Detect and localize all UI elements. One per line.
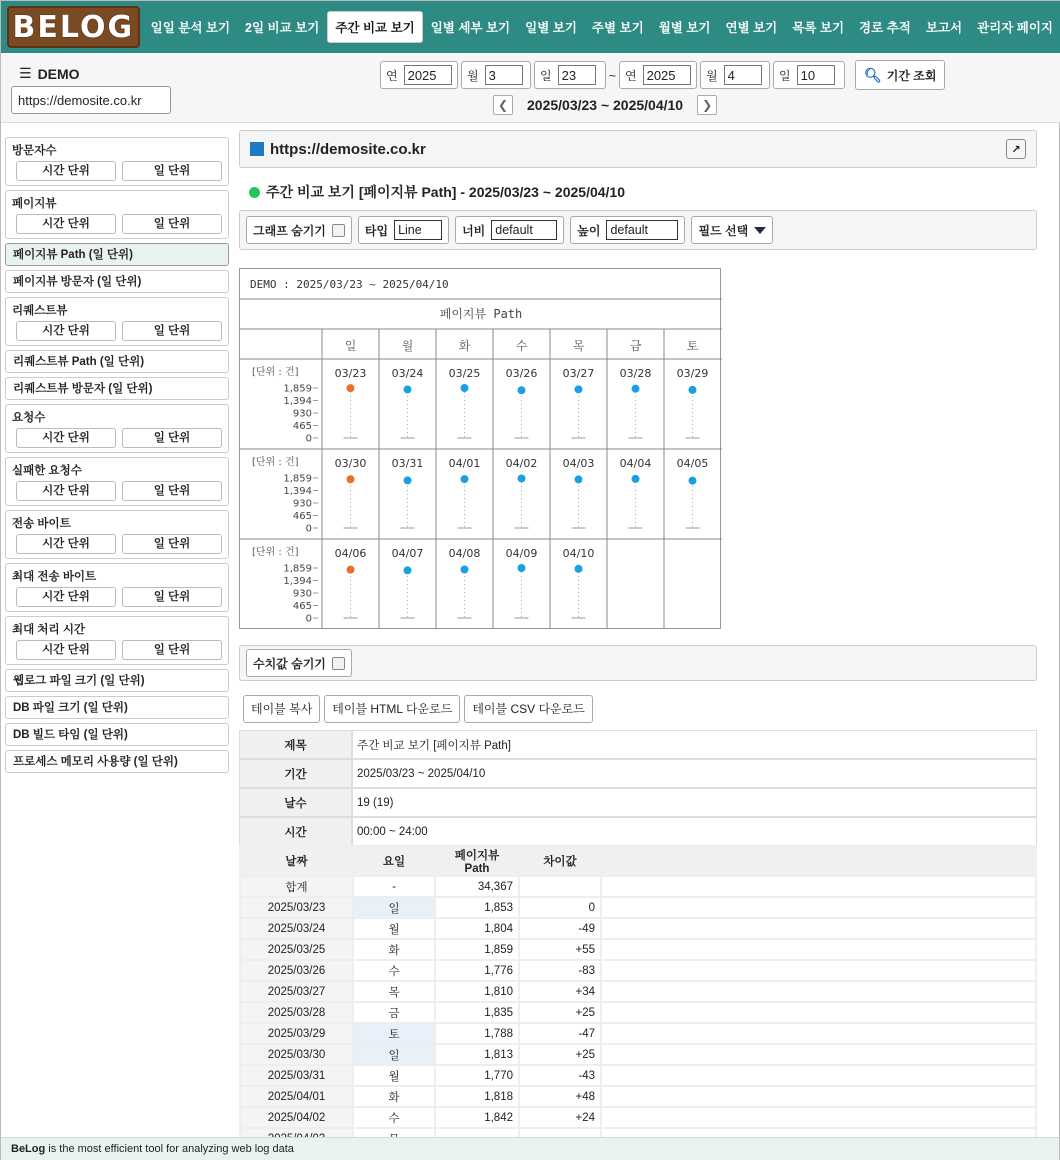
info-label: 시간 [239, 817, 352, 846]
empty-cell [601, 981, 1036, 1002]
external-link-icon[interactable]: ↗ [1006, 139, 1026, 159]
sidebar-group [5, 457, 229, 506]
info-label: 제목 [239, 730, 352, 759]
unit-label: [단위 : 건] [252, 547, 299, 558]
data-point[interactable] [518, 564, 526, 572]
data-point[interactable] [518, 474, 526, 482]
date-label: 04/04 [619, 457, 652, 470]
sidebar-item[interactable]: DB 빌드 타임 (일 단위) [5, 723, 229, 746]
nav-tab[interactable]: 일일 분석 보기 [150, 21, 231, 35]
value-cell: 1,859 [435, 939, 519, 960]
data-point[interactable] [404, 385, 412, 393]
y-tick-label: 930 [292, 588, 312, 600]
table-row [240, 939, 1036, 960]
diff-cell [519, 876, 601, 897]
date-label: 03/23 [334, 367, 367, 380]
date-label: 03/29 [676, 367, 709, 380]
date-label: 04/06 [334, 547, 367, 560]
date-label: 04/05 [676, 457, 709, 470]
day-unit-button[interactable]: 일 단위 [122, 534, 222, 554]
sidebar-group-title: 실패한 요청수 [12, 465, 82, 477]
graph-toolbar [239, 210, 1037, 250]
day-unit-button[interactable]: 일 단위 [122, 161, 222, 181]
y-tick-label: 465 [292, 511, 312, 522]
search-icon: 🔍︎ [864, 66, 882, 83]
chart-svg [240, 269, 722, 630]
value-cell: 1,788 [435, 1023, 519, 1044]
data-point[interactable] [689, 477, 697, 485]
table-row [240, 876, 1036, 897]
sidebar-item[interactable]: 프로세스 메모리 사용량 (일 단위) [5, 750, 229, 773]
weekday-cell: 수 [353, 960, 435, 981]
unit-buttons [12, 640, 222, 660]
nav-tab[interactable]: 주별 보기 [591, 21, 644, 35]
weekday-cell: 화 [353, 939, 435, 960]
page-title: 주간 비교 보기 [페이지뷰 Path] - 2025/03/23 ~ 2025/04/10 [249, 182, 1037, 202]
weekday-cell: 토 [353, 1023, 435, 1044]
weekday-label: 월 [401, 339, 414, 353]
diff-cell: 0 [519, 897, 601, 918]
info-table [239, 730, 1037, 846]
y-tick-label: 1,394 [283, 576, 312, 587]
nav-tab[interactable]: 월별 보기 [658, 21, 711, 35]
date-label: 03/26 [505, 367, 538, 380]
date-label: 03/27 [562, 367, 595, 380]
date-cell: 2025/03/29 [240, 1023, 353, 1044]
y-tick-label: 465 [292, 601, 312, 612]
values-toolbar [239, 645, 1037, 681]
value-cell: 1,810 [435, 981, 519, 1002]
diff-cell: +25 [519, 1044, 601, 1065]
sidebar-group-title: 페이지뷰 [12, 198, 57, 210]
time-unit-button[interactable]: 시간 단위 [16, 161, 116, 181]
data-point[interactable] [404, 476, 412, 484]
weekday-label: 수 [515, 339, 528, 353]
empty-cell [601, 1086, 1036, 1107]
site-name: DEMO [37, 65, 80, 82]
header-bar [1, 53, 1060, 123]
date-cell: 2025/03/30 [240, 1044, 353, 1065]
day-unit-button[interactable]: 일 단위 [122, 428, 222, 448]
from-year-field[interactable]: 연 2025 [380, 61, 458, 89]
sidebar-group-title: 요청수 [12, 412, 46, 424]
nav-tab[interactable]: 보고서 [925, 21, 963, 35]
date-cell: 2025/03/27 [240, 981, 353, 1002]
info-label: 날수 [239, 788, 352, 817]
chart-title: 페이지뷰 Path [439, 307, 523, 321]
main-content [239, 130, 1037, 1125]
from-day-field[interactable]: 일 23 [534, 61, 606, 89]
sidebar-group-title: 방문자수 [12, 145, 57, 157]
download-button[interactable]: 테이블 복사 [243, 695, 320, 723]
empty-cell [601, 918, 1036, 939]
site-url-field[interactable]: https://demosite.co.kr [11, 86, 171, 114]
sidebar-group [5, 510, 229, 559]
weekday-cell: 화 [353, 1086, 435, 1107]
empty-cell [601, 1107, 1036, 1128]
field-select-button[interactable]: 필드 선택 [691, 216, 773, 244]
sidebar-group [5, 563, 229, 612]
height-field[interactable]: 높이 default [570, 216, 685, 244]
weekday-label: 화 [458, 339, 471, 353]
value-cell: 1,813 [435, 1044, 519, 1065]
table-row [240, 897, 1036, 918]
site-square-icon [250, 142, 264, 156]
data-point[interactable] [461, 475, 469, 483]
info-value: 주간 비교 보기 [페이지뷰 Path] [352, 730, 1037, 759]
date-cell: 2025/04/02 [240, 1107, 353, 1128]
hide-graph-checkbox[interactable] [332, 224, 345, 237]
to-year-field[interactable]: 연 2025 [619, 61, 697, 89]
sidebar-group-title: 최대 전송 바이트 [12, 571, 97, 583]
diff-cell: +48 [519, 1086, 601, 1107]
range-nav [493, 95, 717, 115]
top-bar [1, 1, 1060, 53]
time-unit-button[interactable]: 시간 단위 [16, 640, 116, 660]
nav-tab[interactable]: 관리자 페이지 [977, 21, 1053, 35]
width-field[interactable]: 너비 default [455, 216, 564, 244]
day-unit-button[interactable]: 일 단위 [122, 321, 222, 341]
diff-cell: +24 [519, 1107, 601, 1128]
date-label: 03/28 [619, 367, 652, 380]
y-tick-label: 0 [305, 523, 312, 535]
day-unit-button[interactable]: 일 단위 [122, 481, 222, 501]
y-tick-label: 1,859 [283, 473, 312, 485]
empty-cell [601, 1065, 1036, 1086]
data-point[interactable] [632, 475, 640, 483]
nav-tab[interactable]: 목록 보기 [792, 21, 845, 35]
empty-cell [601, 1023, 1036, 1044]
sidebar-group [5, 297, 229, 346]
time-unit-button[interactable]: 시간 단위 [16, 321, 116, 341]
next-range-button[interactable]: ❯ [697, 95, 717, 115]
info-value: 2025/03/23 ~ 2025/04/10 [352, 759, 1037, 788]
weekday-cell: 일 [353, 897, 435, 918]
empty-cell [601, 897, 1036, 918]
weekly-chart [239, 268, 721, 629]
weekday-cell: 금 [353, 1002, 435, 1023]
sidebar-group [5, 137, 229, 186]
info-value: 19 (19) [352, 788, 1037, 817]
time-unit-button[interactable]: 시간 단위 [16, 428, 116, 448]
day-unit-button[interactable]: 일 단위 [122, 214, 222, 234]
y-tick-label: 930 [292, 408, 312, 420]
unit-label: [단위 : 건] [252, 457, 299, 468]
nav-tab[interactable]: 2일 비교 보기 [245, 21, 320, 35]
sidebar-group-title: 최대 처리 시간 [12, 624, 86, 636]
menu-toggle[interactable] [19, 65, 80, 82]
day-unit-button[interactable]: 일 단위 [122, 587, 222, 607]
unit-buttons [12, 534, 222, 554]
date-cell: 2025/03/28 [240, 1002, 353, 1023]
date-label: 03/25 [448, 367, 481, 380]
value-cell: 34,367 [435, 876, 519, 897]
y-tick-label: 930 [292, 498, 312, 510]
table-row [240, 1044, 1036, 1065]
y-tick-label: 0 [305, 433, 312, 445]
value-cell: 1,804 [435, 918, 519, 939]
nav-tab[interactable]: 주간 비교 보기 [327, 11, 422, 43]
y-tick-label: 1,394 [283, 486, 312, 497]
diff-cell: +55 [519, 939, 601, 960]
time-unit-button[interactable]: 시간 단위 [16, 214, 116, 234]
empty-cell [601, 1002, 1036, 1023]
unit-label: [단위 : 건] [252, 367, 299, 378]
date-cell: 2025/03/23 [240, 897, 353, 918]
weekday-label: 목 [572, 339, 585, 353]
weekday-cell: 월 [353, 1065, 435, 1086]
time-unit-button[interactable]: 시간 단위 [16, 481, 116, 501]
data-point[interactable] [347, 475, 355, 483]
table-row [240, 1086, 1036, 1107]
unit-buttons [12, 587, 222, 607]
y-tick-label: 1,859 [283, 563, 312, 575]
sidebar-item[interactable]: 페이지뷰 Path (일 단위) [5, 243, 229, 266]
range-tilde: ~ [609, 69, 617, 83]
nav-tab[interactable]: 경로 추적 [859, 21, 911, 35]
weekday-label: 금 [629, 339, 642, 353]
hide-values-checkbox[interactable] [332, 657, 345, 670]
prev-range-button[interactable]: ❮ [493, 95, 513, 115]
site-title: https://demosite.co.kr [270, 140, 426, 158]
y-tick-label: 0 [305, 613, 312, 625]
date-label: 03/30 [334, 457, 367, 470]
table-row [240, 981, 1036, 1002]
data-point[interactable] [347, 566, 355, 574]
empty-cell [601, 1044, 1036, 1065]
sidebar-group-title: 리퀘스트뷰 [12, 305, 68, 317]
data-point[interactable] [347, 384, 355, 392]
empty-cell [601, 876, 1036, 897]
empty-cell [601, 939, 1036, 960]
to-month-field[interactable]: 월 4 [700, 61, 770, 89]
nav-tab[interactable]: 일별 세부 보기 [430, 21, 511, 35]
hide-values-toggle[interactable]: 수치값 숨기기 [246, 649, 352, 677]
sidebar-item[interactable]: 리퀘스트뷰 Path (일 단위) [5, 350, 229, 373]
table-row [240, 918, 1036, 939]
value-cell: 1,835 [435, 1002, 519, 1023]
column-header[interactable]: 페이지뷰 Path [435, 846, 519, 876]
value-cell: 1,842 [435, 1107, 519, 1128]
hamburger-icon: ☰ [19, 65, 32, 81]
value-cell: 1,818 [435, 1086, 519, 1107]
sidebar-group [5, 616, 229, 665]
date-label: 04/10 [562, 547, 595, 560]
info-row [239, 759, 1037, 788]
date-label: 03/31 [391, 457, 424, 470]
time-unit-button[interactable]: 시간 단위 [16, 587, 116, 607]
table-row [240, 1107, 1036, 1128]
info-row [239, 788, 1037, 817]
nav-tab[interactable]: 일별 보기 [525, 21, 577, 35]
day-unit-button[interactable]: 일 단위 [122, 640, 222, 660]
weekday-label: 토 [686, 339, 699, 353]
data-point[interactable] [461, 566, 469, 574]
sidebar-item[interactable]: 리퀘스트뷰 방문자 (일 단위) [5, 377, 229, 400]
download-buttons [243, 695, 593, 723]
date-label: 04/01 [448, 457, 481, 470]
date-label: 03/24 [391, 367, 424, 380]
weekday-cell: - [353, 876, 435, 897]
data-point[interactable] [575, 385, 583, 393]
date-cell: 2025/03/31 [240, 1065, 353, 1086]
y-tick-label: 465 [292, 421, 312, 432]
column-header-empty [601, 846, 1036, 876]
table-row [240, 960, 1036, 981]
from-month-field[interactable]: 월 3 [461, 61, 531, 89]
date-label: 04/09 [505, 547, 538, 560]
date-cell: 합계 [240, 876, 353, 897]
column-header[interactable]: 요일 [353, 846, 435, 876]
diff-cell: +34 [519, 981, 601, 1002]
column-header[interactable]: 날짜 [240, 846, 353, 876]
diff-cell: -47 [519, 1023, 601, 1044]
sidebar-group-title: 전송 바이트 [12, 518, 71, 530]
sidebar [5, 137, 229, 777]
y-tick-label: 1,859 [283, 383, 312, 395]
weekday-cell: 월 [353, 918, 435, 939]
main-nav [144, 1, 1060, 53]
site-title-bar [239, 130, 1037, 168]
unit-buttons [12, 161, 222, 181]
sidebar-group [5, 404, 229, 453]
data-point[interactable] [461, 384, 469, 392]
date-cell: 2025/03/24 [240, 918, 353, 939]
y-tick-label: 1,394 [283, 396, 312, 407]
data-point[interactable] [575, 565, 583, 573]
belog-logo[interactable]: BELOG [7, 6, 140, 48]
caret-down-icon [754, 227, 766, 234]
type-field[interactable]: 타입 Line [358, 216, 449, 244]
data-point[interactable] [575, 475, 583, 483]
data-table [239, 845, 1037, 1150]
data-point[interactable] [632, 385, 640, 393]
nav-tab[interactable]: 연별 보기 [725, 21, 778, 35]
value-cell: 1,853 [435, 897, 519, 918]
sidebar-item[interactable]: 페이지뷰 방문자 (일 단위) [5, 270, 229, 293]
diff-cell: -49 [519, 918, 601, 939]
diff-cell: -83 [519, 960, 601, 981]
table-row [240, 1023, 1036, 1044]
status-dot-icon [249, 187, 260, 198]
value-cell: 1,770 [435, 1065, 519, 1086]
diff-cell: +25 [519, 1002, 601, 1023]
unit-buttons [12, 481, 222, 501]
data-point[interactable] [518, 386, 526, 394]
value-cell: 1,776 [435, 960, 519, 981]
info-row [239, 817, 1037, 846]
sidebar-group [5, 190, 229, 239]
table-header-row [240, 846, 1036, 876]
download-button[interactable]: 테이블 CSV 다운로드 [464, 695, 593, 723]
diff-cell: -43 [519, 1065, 601, 1086]
sidebar-item[interactable]: DB 파일 크기 (일 단위) [5, 696, 229, 719]
query-button[interactable]: 🔍︎ 기간 조회 [855, 60, 945, 90]
date-label: 04/03 [562, 457, 595, 470]
weekday-cell: 수 [353, 1107, 435, 1128]
table-row [240, 1002, 1036, 1023]
weekday-label: 일 [344, 339, 357, 353]
download-button[interactable]: 테이블 HTML 다운로드 [324, 695, 460, 723]
info-row [239, 730, 1037, 759]
weekday-cell: 목 [353, 981, 435, 1002]
range-text: 2025/03/23 ~ 2025/04/10 [527, 97, 684, 113]
date-label: 04/07 [391, 547, 424, 560]
date-cell: 2025/03/26 [240, 960, 353, 981]
data-point[interactable] [689, 386, 697, 394]
footer: BeLog is the most efficient tool for analyzing web log data [1, 1137, 1059, 1160]
empty-cell [601, 960, 1036, 981]
column-header[interactable]: 차이값 [519, 846, 601, 876]
weekday-cell: 일 [353, 1044, 435, 1065]
data-point[interactable] [404, 566, 412, 574]
date-label: 04/02 [505, 457, 538, 470]
table-row [240, 1065, 1036, 1086]
info-label: 기간 [239, 759, 352, 788]
chart-header: DEMO : 2025/03/23 ~ 2025/04/10 [250, 278, 449, 291]
date-cell: 2025/04/01 [240, 1086, 353, 1107]
info-value: 00:00 ~ 24:00 [352, 817, 1037, 846]
sidebar-item[interactable]: 웹로그 파일 크기 (일 단위) [5, 669, 229, 692]
date-label: 04/08 [448, 547, 481, 560]
unit-buttons [12, 321, 222, 341]
unit-buttons [12, 214, 222, 234]
hide-graph-toggle[interactable]: 그래프 숨기기 [246, 216, 352, 244]
to-day-field[interactable]: 일 10 [773, 61, 845, 89]
time-unit-button[interactable]: 시간 단위 [16, 534, 116, 554]
unit-buttons [12, 428, 222, 448]
date-cell: 2025/03/25 [240, 939, 353, 960]
